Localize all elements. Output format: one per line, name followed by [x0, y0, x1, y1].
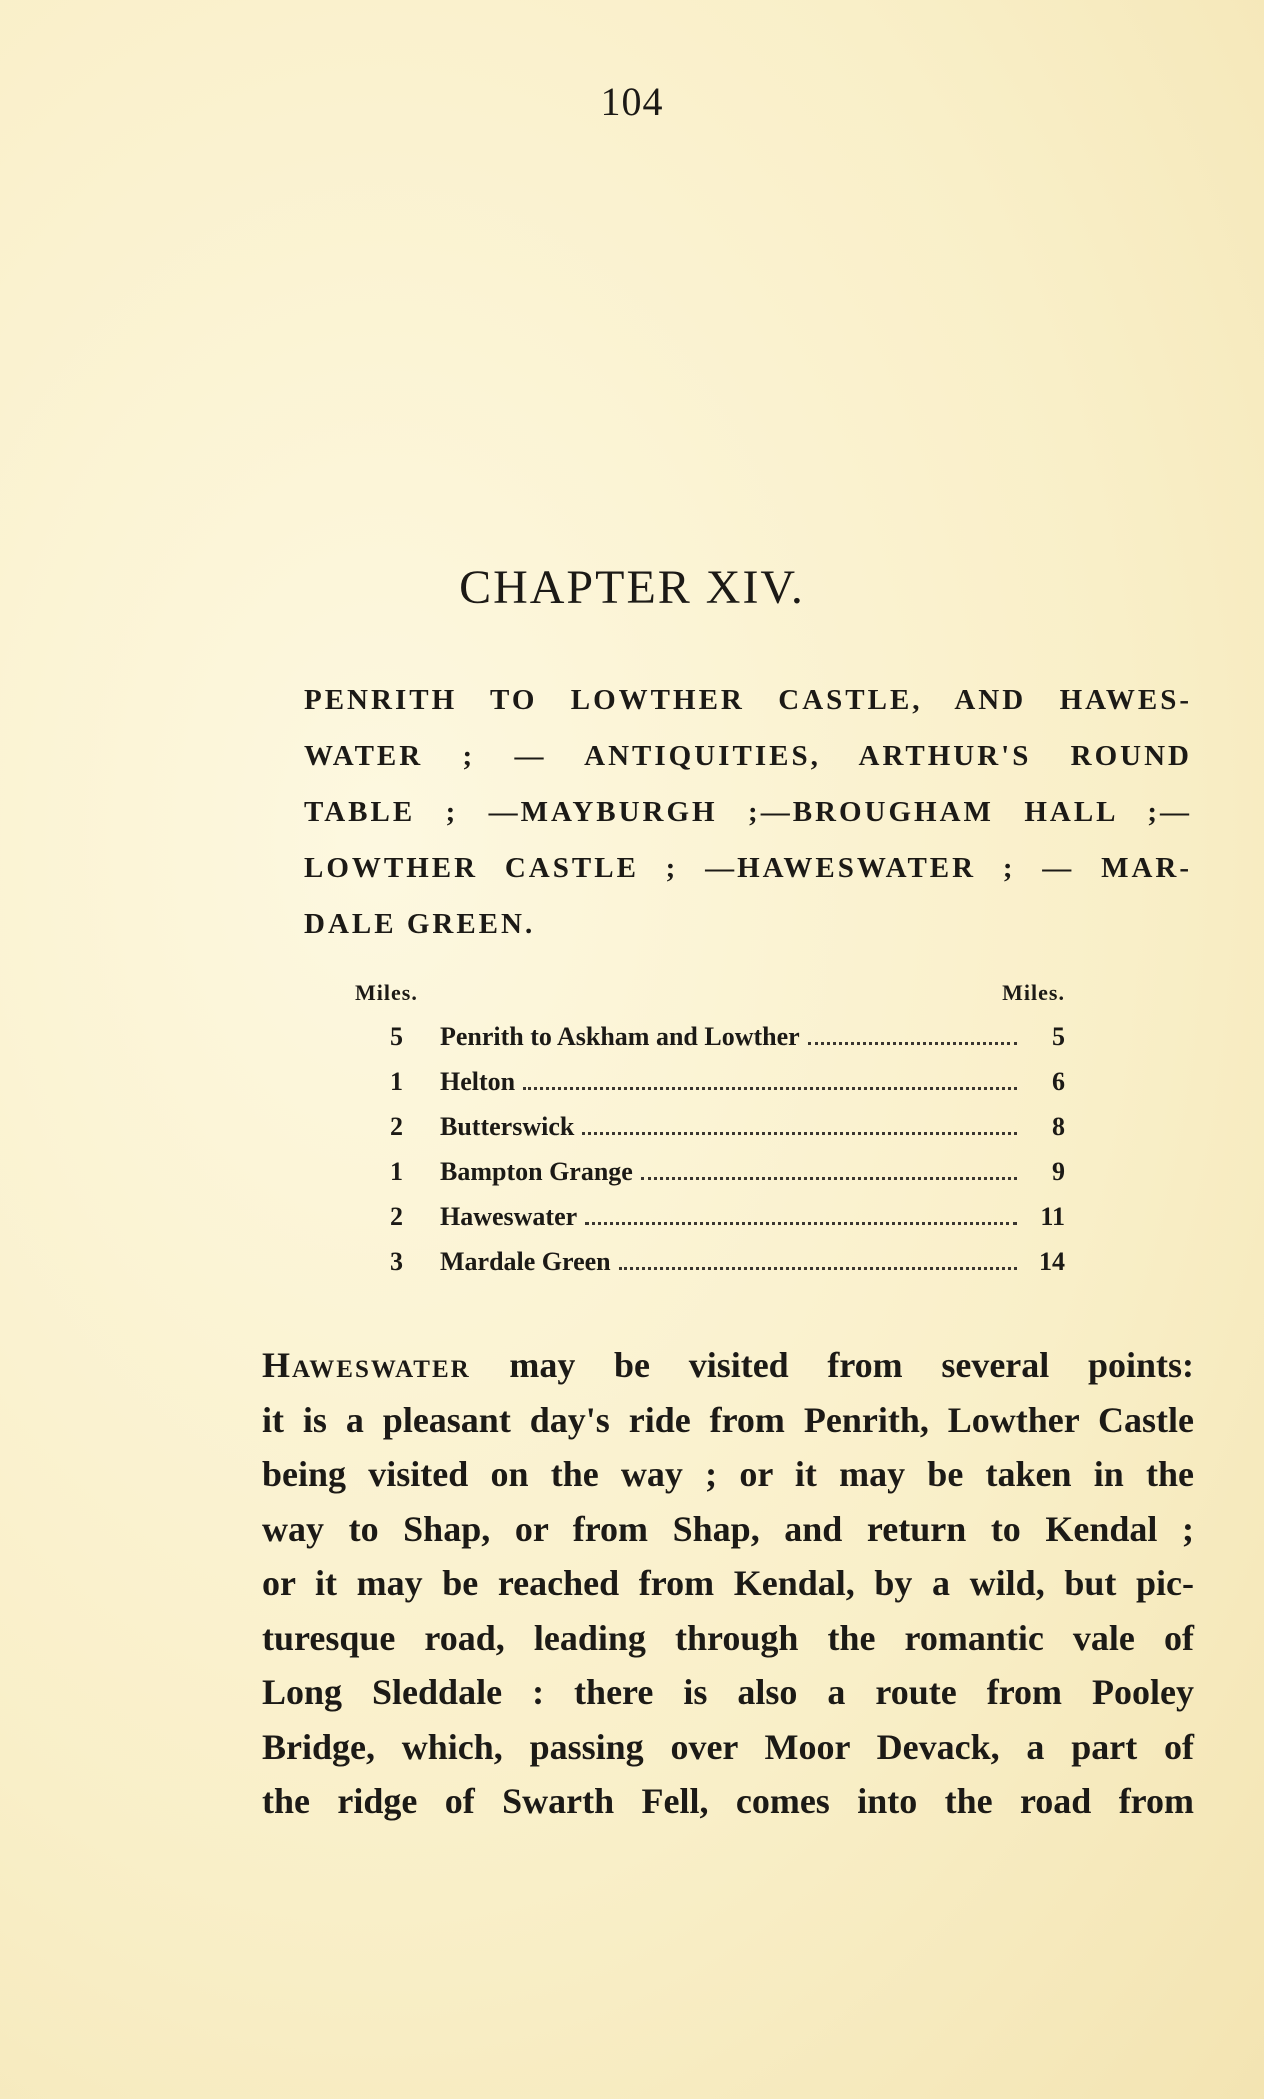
row-total: 9	[1052, 1157, 1065, 1186]
itinerary-table	[355, 980, 1065, 1292]
itinerary-row	[355, 1202, 1065, 1247]
leader-dots	[808, 1041, 1017, 1045]
body-line: Long Sleddale : there is also a route from Pooley	[262, 1672, 1194, 1712]
row-place: Butterswick	[440, 1112, 575, 1141]
itinerary-row	[355, 1112, 1065, 1157]
itinerary-row	[355, 1067, 1065, 1112]
itinerary-row	[355, 1022, 1065, 1067]
body-line: Bridge, which, passing over Moor Devack, a part of	[262, 1726, 1194, 1767]
row-place: Bampton Grange	[440, 1157, 633, 1186]
body-line: way to Shap, or from Shap, and return to Kendal ;	[262, 1508, 1194, 1549]
leader-dots	[523, 1086, 1017, 1090]
chapter-title: CHAPTER XIV.	[459, 561, 805, 614]
row-miles: 3	[390, 1247, 403, 1276]
row-total: 14	[1039, 1247, 1065, 1276]
summary-line: WATER ; — ANTIQUITIES, ARTHUR'S ROUND	[304, 740, 1192, 772]
summary-line: DALE GREEN.	[304, 908, 536, 940]
row-total: 6	[1052, 1067, 1065, 1096]
row-miles: 2	[390, 1202, 403, 1231]
row-total: 5	[1052, 1022, 1065, 1051]
itinerary-row	[355, 1247, 1065, 1292]
row-place: Penrith to Askham and Lowther	[440, 1022, 800, 1051]
row-miles: 1	[390, 1067, 403, 1096]
itinerary-row	[355, 1157, 1065, 1202]
row-total: 8	[1052, 1112, 1065, 1141]
body-line: or it may be reached from Kendal, by a wild, but pic-	[262, 1563, 1194, 1603]
row-place: Haweswater	[440, 1202, 578, 1231]
body-line: the ridge of Swarth Fell, comes into the road from	[262, 1781, 1194, 1821]
leader-dots	[619, 1266, 1017, 1270]
row-total: 11	[1040, 1202, 1065, 1231]
summary-line: TABLE ; —MAYBURGH ;—BROUGHAM HALL ;—	[304, 796, 1192, 828]
leader-dots	[641, 1176, 1017, 1180]
row-place: Mardale Green	[440, 1247, 611, 1276]
chapter-summary	[304, 672, 1192, 952]
leader-dots	[585, 1221, 1017, 1225]
row-miles: 2	[390, 1112, 403, 1141]
row-miles: 1	[390, 1157, 403, 1186]
body-line: being visited on the way ; or it may be taken in the	[262, 1454, 1194, 1494]
itinerary-header	[355, 980, 1065, 1022]
body-line: turesque road, leading through the romantic vale of	[262, 1617, 1194, 1658]
row-miles: 5	[390, 1022, 403, 1051]
body-line	[262, 1338, 1194, 1393]
first-line-rest: may be visited from several points:	[470, 1345, 1194, 1385]
summary-line: LOWTHER CASTLE ; —HAWESWATER ; — MAR-	[304, 852, 1192, 884]
lead-word: Haweswater	[262, 1345, 471, 1385]
summary-line: PENRITH TO LOWTHER CASTLE, AND HAWES-	[304, 684, 1192, 716]
page-number: 104	[600, 79, 664, 124]
body-line: it is a pleasant day's ride from Penrith, Lowther Castle	[262, 1399, 1194, 1440]
cumulative-miles-column-header: Miles.	[1002, 980, 1065, 1005]
body-paragraph	[262, 1338, 1194, 1829]
miles-column-header: Miles.	[355, 980, 418, 1005]
leader-dots	[582, 1131, 1017, 1135]
row-place: Helton	[440, 1067, 516, 1096]
